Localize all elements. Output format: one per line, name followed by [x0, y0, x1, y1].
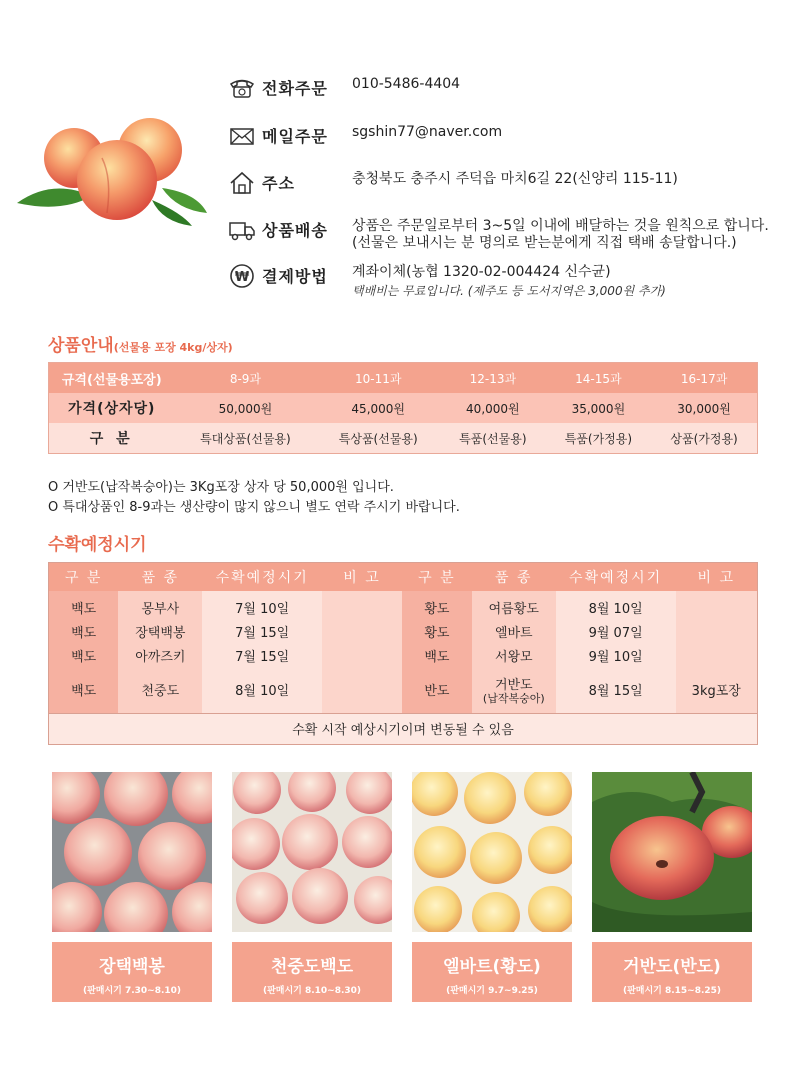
harvest-date: 8월 10일	[202, 667, 322, 713]
contact-email	[228, 124, 502, 148]
mail-icon	[228, 124, 256, 148]
price-cell: 30,000원	[651, 393, 757, 423]
contact-phone	[228, 76, 460, 100]
product-subtitle: (선물용 포장 4kg/상자)	[113, 341, 233, 354]
grade-cell: 특대상품(선물용)	[175, 423, 317, 454]
harvest-header: 구 분	[49, 563, 119, 592]
harvest-date: 9월 07일	[556, 619, 676, 643]
harvest-header-row	[49, 563, 758, 592]
row-header-price: 가격(상자당)	[49, 393, 175, 423]
harvest-remark-left	[322, 591, 402, 713]
svg-text:₩: ₩	[234, 270, 250, 285]
price-cell: 40,000원	[440, 393, 546, 423]
harvest-row	[49, 643, 758, 667]
harvest-date: 7월 15일	[202, 643, 322, 667]
contact-delivery	[228, 218, 769, 252]
harvest-row	[49, 619, 758, 643]
contact-address-label: 주소	[262, 174, 295, 193]
harvest-variety: 여름황도	[472, 591, 556, 619]
harvest-footer: 수확 시작 예상시기이며 변동될 수 있음	[49, 713, 758, 744]
harvest-date: 7월 15일	[202, 619, 322, 643]
grade-cell: 특품(가정용)	[546, 423, 652, 454]
harvest-variety: 몽부사	[118, 591, 202, 619]
product-card-geobando[interactable]	[592, 772, 752, 1002]
harvest-type: 백도	[49, 591, 119, 619]
delivery-line-1: 상품은 주문일로부터 3~5일 이내에 배달하는 것을 원칙으로 합니다.	[352, 218, 769, 234]
harvest-type: 백도	[49, 619, 119, 643]
harvest-type: 백도	[402, 643, 472, 667]
peach-photo-geobando	[592, 772, 752, 932]
home-icon	[228, 171, 256, 195]
product-section-title	[48, 331, 233, 356]
harvest-date: 7월 10일	[202, 591, 322, 619]
harvest-variety-sub: (납작복숭아)	[482, 692, 545, 706]
card-caption	[232, 942, 392, 1002]
card-caption	[52, 942, 212, 1002]
harvest-header: 수확예정시기	[556, 563, 676, 592]
harvest-table	[48, 562, 758, 745]
harvest-header: 품 종	[472, 563, 556, 592]
contact-address-value: 충청북도 충주시 주덕읍 마치6길 22(신양리 115-11)	[352, 171, 678, 187]
price-cell: 45,000원	[316, 393, 440, 423]
harvest-variety: 천중도	[118, 667, 202, 713]
harvest-variety: 엘바트	[472, 619, 556, 643]
product-price-row	[49, 393, 758, 423]
contact-phone-label: 전화주문	[262, 79, 328, 98]
harvest-header: 비 고	[676, 563, 758, 592]
harvest-type: 황도	[402, 619, 472, 643]
contact-delivery-label: 상품배송	[262, 221, 328, 240]
harvest-header: 품 종	[118, 563, 202, 592]
card-title: 거반도(반도)	[623, 957, 721, 977]
truck-icon	[228, 218, 256, 242]
harvest-type: 황도	[402, 591, 472, 619]
harvest-row	[49, 591, 758, 619]
payment-line-1: 계좌이체(농협 1320-02-004424 신수균)	[352, 264, 611, 280]
card-title: 엘바트(황도)	[443, 957, 541, 977]
peach-photo-jangtaek	[52, 772, 212, 932]
card-title: 장택백봉	[99, 957, 165, 977]
note-line: O 특대상품인 8-9과는 생산량이 많지 않으니 별도 연락 주시기 바랍니다.	[48, 500, 460, 515]
peach-photo-elbart	[412, 772, 572, 932]
card-title: 천중도백도	[270, 957, 354, 977]
harvest-remark	[676, 591, 758, 667]
card-period: (판매시기 8.10~8.30)	[262, 986, 362, 996]
contact-payment	[228, 264, 666, 300]
contact-payment-label: 결제방법	[262, 267, 328, 286]
grade-cell: 상품(가정용)	[651, 423, 757, 454]
card-period: (판매시기 9.7~9.25)	[446, 986, 538, 996]
harvest-variety-cell	[472, 667, 556, 713]
note-line: O 거반도(납작복숭아)는 3Kg포장 상자 당 50,000원 입니다.	[48, 480, 394, 495]
product-size-row	[49, 363, 758, 394]
peach-photo-cheonjungdo	[232, 772, 392, 932]
phone-icon	[228, 76, 256, 100]
harvest-header: 수확예정시기	[202, 563, 322, 592]
product-card-jangtaek[interactable]	[52, 772, 212, 1002]
harvest-date: 9월 10일	[556, 643, 676, 667]
harvest-row	[49, 667, 758, 713]
harvest-variety: 장택백봉	[118, 619, 202, 643]
harvest-remark: 3kg포장	[676, 667, 758, 713]
harvest-section-title: 수확예정시기	[48, 535, 147, 555]
contact-payment-value	[352, 264, 666, 300]
harvest-header: 구 분	[402, 563, 472, 592]
product-card-cheonjungdo[interactable]	[232, 772, 392, 1002]
size-cell: 12-13과	[440, 363, 546, 394]
harvest-header: 비 고	[322, 563, 402, 592]
payment-note: 택배비는 무료입니다. (제주도 등 도서지역은 3,000원 추가)	[352, 284, 666, 298]
product-table	[48, 362, 758, 454]
product-title: 상품안내	[48, 336, 114, 356]
size-cell: 10-11과	[316, 363, 440, 394]
row-header-grade: 구 분	[49, 423, 175, 454]
card-period: (판매시기 7.30~8.10)	[82, 986, 182, 996]
product-card-elbart[interactable]	[412, 772, 572, 1002]
size-cell: 8-9과	[175, 363, 317, 394]
contact-delivery-value	[352, 218, 769, 252]
harvest-footer-row	[49, 713, 758, 744]
card-caption	[412, 942, 572, 1002]
harvest-variety: 거반도	[494, 678, 533, 694]
harvest-type: 백도	[49, 643, 119, 667]
delivery-line-2: (선물은 보내시는 분 명의로 받는분에게 직접 택배 송달합니다.)	[352, 235, 737, 251]
won-icon	[228, 264, 256, 288]
price-cell: 50,000원	[175, 393, 317, 423]
contact-phone-value[interactable]: 010-5486-4404	[352, 76, 461, 92]
card-caption	[592, 942, 752, 1002]
size-cell: 14-15과	[546, 363, 652, 394]
size-cell: 16-17과	[651, 363, 757, 394]
contact-email-label: 메일주문	[262, 127, 328, 146]
grade-cell: 특상품(선물용)	[316, 423, 440, 454]
notes-block	[48, 478, 460, 518]
contact-email-value[interactable]: sgshin77@naver.com	[352, 124, 503, 140]
row-header-size: 규격(선물용포장)	[49, 363, 175, 394]
contact-address	[228, 171, 678, 195]
peach-hero-image	[12, 118, 212, 228]
product-grade-row	[49, 423, 758, 454]
harvest-type: 반도	[402, 667, 472, 713]
grade-cell: 특품(선물용)	[440, 423, 546, 454]
price-cell: 35,000원	[546, 393, 652, 423]
harvest-date: 8월 10일	[556, 591, 676, 619]
harvest-type: 백도	[49, 667, 119, 713]
card-period: (판매시기 8.15~8.25)	[622, 986, 722, 996]
harvest-variety: 서왕모	[472, 643, 556, 667]
harvest-variety: 아까즈키	[118, 643, 202, 667]
harvest-date: 8월 15일	[556, 667, 676, 713]
